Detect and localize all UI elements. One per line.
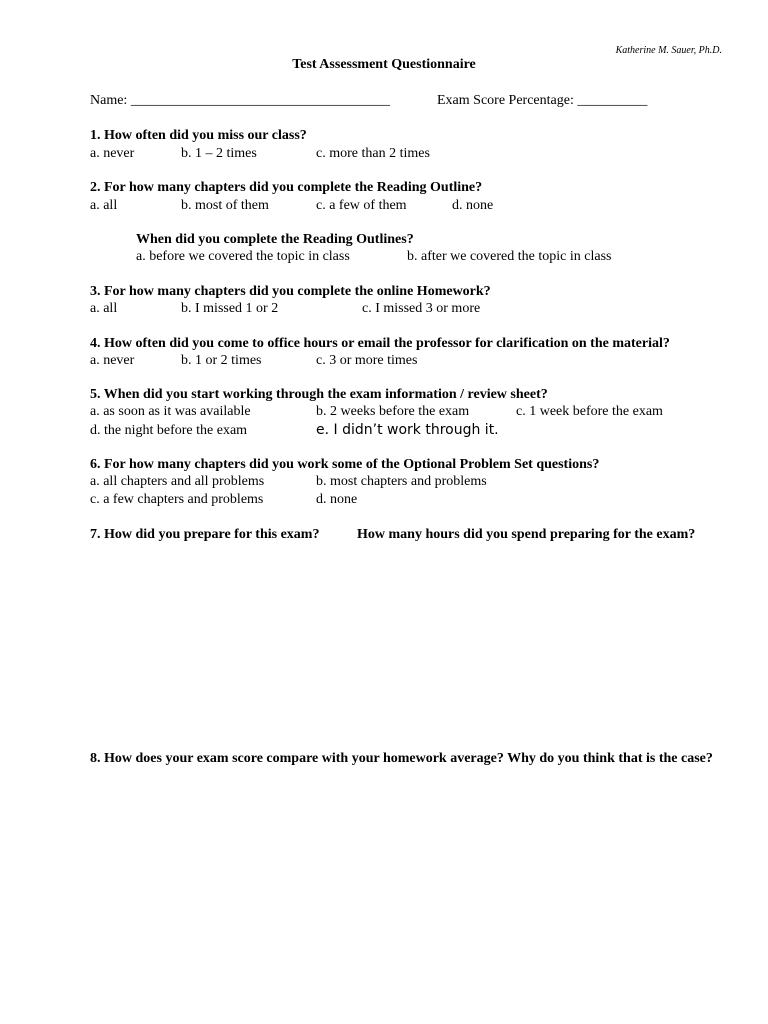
question-5: 5. When did you start working through the exam information / review sheet?: [90, 387, 548, 402]
q2-sub-option-b[interactable]: b. after we covered the topic in class: [407, 249, 612, 264]
q6-option-a[interactable]: a. all chapters and all problems: [90, 474, 265, 489]
question-3: 3. For how many chapters did you complete the online Homework?: [90, 284, 491, 299]
q5-option-b[interactable]: b. 2 weeks before the exam: [316, 404, 470, 419]
page-title: Test Assessment Questionnaire: [292, 57, 476, 72]
q2-sub-option-a[interactable]: a. before we covered the topic in class: [136, 249, 350, 264]
question-1: 1. How often did you miss our class?: [90, 128, 307, 143]
q1-option-c[interactable]: c. more than 2 times: [316, 146, 430, 161]
author-name: Katherine M. Sauer, Ph.D.: [615, 45, 722, 56]
q6-option-b[interactable]: b. most chapters and problems: [316, 474, 487, 489]
question-6: 6. For how many chapters did you work some of the Optional Problem Set questions?: [90, 457, 600, 472]
q2-option-d[interactable]: d. none: [452, 198, 494, 213]
q6-option-c[interactable]: c. a few chapters and problems: [90, 492, 264, 507]
q3-option-a[interactable]: a. all: [90, 301, 118, 316]
q6-option-d[interactable]: d. none: [316, 492, 358, 507]
exam-score-field[interactable]: Exam Score Percentage: __________: [437, 93, 648, 108]
q2-option-c[interactable]: c. a few of them: [316, 198, 407, 213]
q3-option-b[interactable]: b. I missed 1 or 2: [181, 301, 279, 316]
q5-option-c[interactable]: c. 1 week before the exam: [516, 404, 663, 419]
question-2-sub: When did you complete the Reading Outlines?: [136, 232, 414, 247]
q1-option-a[interactable]: a. never: [90, 146, 135, 161]
q5-option-e[interactable]: e. I didn’t work through it.: [316, 422, 499, 438]
q4-option-a[interactable]: a. never: [90, 353, 135, 368]
question-2: 2. For how many chapters did you complete the Reading Outline?: [90, 180, 483, 195]
question-4: 4. How often did you come to office hours or email the professor for clarification on the material?: [90, 336, 670, 351]
q2-option-a[interactable]: a. all: [90, 198, 118, 213]
q2-option-b[interactable]: b. most of them: [181, 198, 269, 213]
q5-option-a[interactable]: a. as soon as it was available: [90, 404, 251, 419]
name-field[interactable]: Name: _____________________________________: [90, 93, 390, 108]
q5-option-d[interactable]: d. the night before the exam: [90, 423, 248, 438]
q3-option-c[interactable]: c. I missed 3 or more: [362, 301, 481, 316]
q4-option-b[interactable]: b. 1 or 2 times: [181, 353, 262, 368]
question-7b: How many hours did you spend preparing for the exam?: [357, 527, 696, 542]
q4-option-c[interactable]: c. 3 or more times: [316, 353, 418, 368]
q1-option-b[interactable]: b. 1 – 2 times: [181, 146, 257, 161]
question-8: 8. How does your exam score compare with your homework average? Why do you think that is the case?: [90, 751, 713, 766]
question-7: 7. How did you prepare for this exam?: [90, 527, 320, 542]
